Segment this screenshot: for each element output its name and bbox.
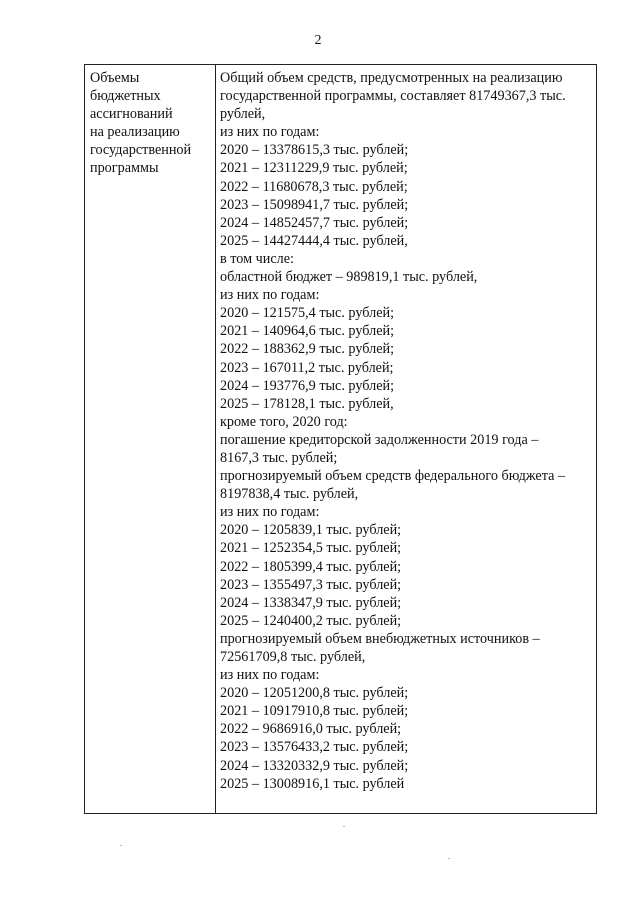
content-line: 72561709,8 тыс. рублей, <box>220 649 366 665</box>
content-line: прогнозируемый объем средств федерального бюджета – <box>220 468 566 485</box>
content-line: 2020 – 12051200,8 тыс. рублей; <box>220 685 409 702</box>
content-line: 2024 – 14852457,7 тыс. рублей; <box>220 214 409 231</box>
content-line: погашение кредиторской задолженности 2019 года – <box>220 431 539 448</box>
content-line: 2021 – 1252354,5 тыс. рублей; <box>220 540 402 557</box>
scan-artifact <box>448 858 450 859</box>
content-line: 2020 – 13378615,3 тыс. рублей; <box>220 142 409 159</box>
content-line: 8197838,4 тыс. рублей, <box>220 486 359 503</box>
content-line: рублей, <box>220 106 266 123</box>
content-line: из них по годам: <box>220 287 320 304</box>
content-line: 2025 – 1240400,2 тыс. рублей; <box>220 612 402 629</box>
content-line: Общий объем средств, предусмотренных на реализацию <box>220 70 563 86</box>
label-line: на реализацию <box>90 124 180 141</box>
page-number: 2 <box>314 33 322 48</box>
content-line: 2021 – 12311229,9 тыс. рублей; <box>220 160 408 177</box>
content-line: 2023 – 167011,2 тыс. рублей; <box>220 359 394 376</box>
content-line: 2025 – 14427444,4 тыс. рублей, <box>220 232 408 249</box>
content-line: государственной программы, составляет 81749367,3 тыс. <box>220 88 566 105</box>
content-line: из них по годам: <box>220 667 320 684</box>
content-line: 2024 – 1338347,9 тыс. рублей; <box>220 594 402 611</box>
content-line: 2020 – 1205839,1 тыс. рублей; <box>220 522 402 539</box>
content-line: областной бюджет – 989819,1 тыс. рублей, <box>220 269 478 286</box>
label-line: Объемы <box>90 70 140 86</box>
content-line: 2021 – 10917910,8 тыс. рублей; <box>220 703 409 720</box>
label-line: программы <box>90 160 159 177</box>
content-line: 2024 – 13320332,9 тыс. рублей; <box>220 757 409 774</box>
content-line: 2022 – 11680678,3 тыс. рублей; <box>220 178 408 195</box>
label-cell <box>85 65 216 813</box>
label-line: бюджетных <box>90 88 161 105</box>
content-line: 2025 – 178128,1 тыс. рублей, <box>220 395 394 412</box>
label-line: государственной <box>90 142 192 159</box>
content-line: 2023 – 15098941,7 тыс. рублей; <box>220 196 409 213</box>
content-line: из них по годам: <box>220 504 320 521</box>
content-line: 2024 – 193776,9 тыс. рублей; <box>220 377 395 394</box>
content-line: прогнозируемый объем внебюджетных источников – <box>220 630 540 647</box>
content-line: 2022 – 9686916,0 тыс. рублей; <box>220 721 402 738</box>
content-line: в том числе: <box>220 250 294 267</box>
label-line: ассигнований <box>90 106 173 123</box>
budget-table <box>84 64 597 814</box>
scan-artifact <box>343 826 345 827</box>
content-cell <box>216 65 596 813</box>
content-line: кроме того, 2020 год: <box>220 413 348 430</box>
scan-artifact <box>120 845 122 846</box>
content-line: 2025 – 13008916,1 тыс. рублей <box>220 775 405 792</box>
content-line: из них по годам: <box>220 124 320 141</box>
content-line: 8167,3 тыс. рублей; <box>220 449 338 466</box>
content-line: 2020 – 121575,4 тыс. рублей; <box>220 305 395 322</box>
content-line: 2023 – 13576433,2 тыс. рублей; <box>220 739 409 756</box>
content-line: 2022 – 1805399,4 тыс. рублей; <box>220 558 402 575</box>
content-line: 2023 – 1355497,3 тыс. рублей; <box>220 576 402 593</box>
content-line: 2021 – 140964,6 тыс. рублей; <box>220 323 395 340</box>
content-line: 2022 – 188362,9 тыс. рублей; <box>220 341 395 358</box>
